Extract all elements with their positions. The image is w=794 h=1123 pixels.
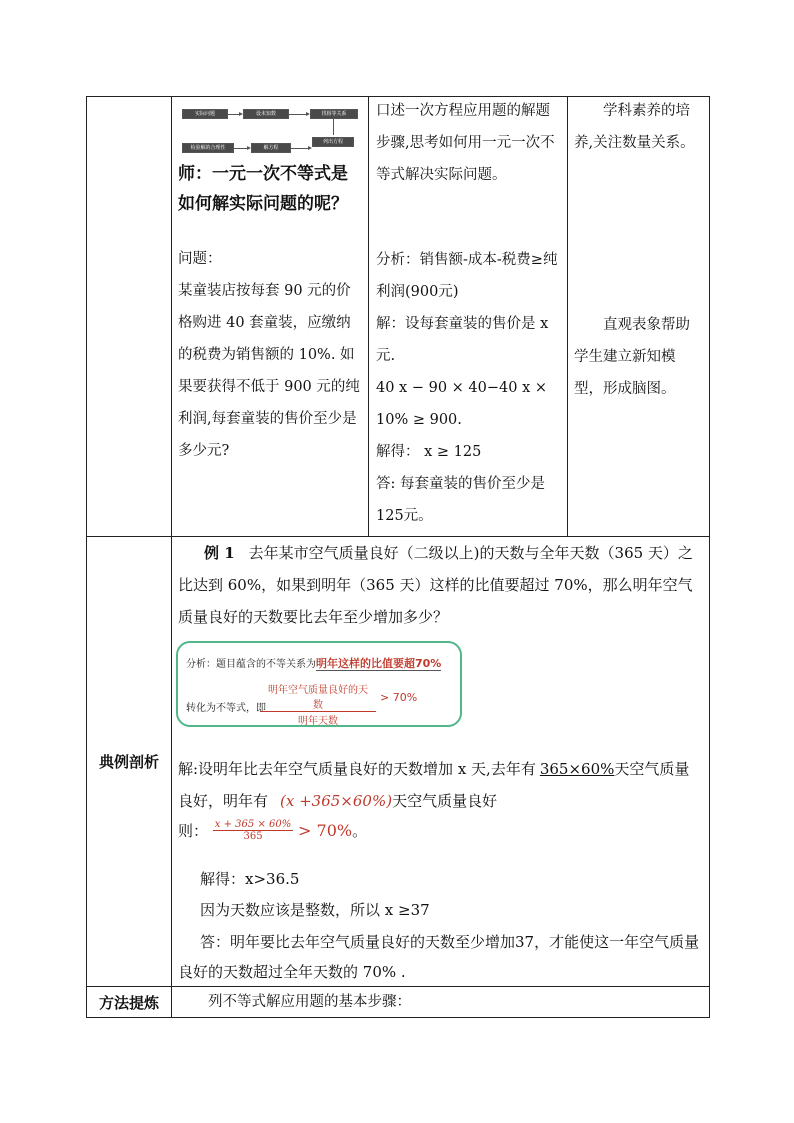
flowchart [178, 97, 362, 157]
example-text: 去年某市空气质量良好（二级以上)的天数与全年天数（365 天）之比达到 60%，如果到明年（365 天）这样的比值要超过 70%，那么明年空气质量良好的天数要比去年至少增加多少？ [178, 544, 693, 626]
flow-arrow-3 [333, 119, 334, 135]
solution-1e: 天空气质量良好 [392, 792, 498, 810]
method-text: 列不等式解应用题的基本步骤： [208, 994, 411, 1010]
final-answer: 答：明年要比去年空气质量良好的天数至少增加37，才能使这一年空气质量良好的天数超过全年天数的 70% . [178, 933, 700, 981]
student-cell [369, 97, 568, 537]
solution-1a: 解:设明年比去年空气质量良好的天数增加 x 天,去年有 [178, 760, 536, 778]
method-cell [172, 987, 710, 1018]
row-method [87, 987, 710, 1018]
integer-line: 因为天数应该是整数，所以 x ≥37 [200, 901, 430, 919]
solution-line [178, 753, 703, 817]
intent-1: 学科素养的培养,关注数量关系。 [574, 103, 695, 151]
problem-text: 某童装店按每套 90 元的价格购进 40 套童装，应缴纳的税费为销售额的 10%. 如果要获得不低于 900 元的纯利润,每套童装的售价至少是多少元? [178, 283, 360, 459]
solve-set: 解：设每套童装的售价是 x 元. [376, 316, 549, 364]
example-title: 例 1 [204, 544, 235, 562]
example-cell [172, 537, 710, 987]
flow-arrow-2 [289, 114, 307, 115]
convert-prefix: 转化为不等式，即 [186, 703, 266, 714]
flow-arrow-5 [291, 148, 309, 149]
solution-1d: (x +365×60%) [280, 792, 393, 810]
example-statement [178, 537, 703, 633]
analysis-line [186, 655, 441, 671]
result: 解得： x ≥ 125 [376, 444, 482, 460]
then-line [178, 819, 367, 842]
fraction-numerator: 明年空气质量良好的天数 [260, 681, 376, 712]
then-denominator: 365 [243, 831, 263, 842]
student-activity: 口述一次方程应用题的解题步骤,思考如何用一元一次不等式解决实际问题。 [376, 103, 555, 183]
flow-box-3: 找相等关系 [310, 109, 358, 119]
inequality: 40 x − 90 × 40−40 x × 10% ≥ 900. [376, 380, 548, 428]
flow-arrow-4 [234, 148, 248, 149]
teacher-cell [172, 97, 369, 537]
then-fraction [213, 819, 293, 842]
row-problem [87, 97, 710, 537]
example-label: 典例剖析 [87, 537, 172, 987]
flow-box-6: 列出方程 [312, 137, 354, 147]
flow-box-1: 实际问题 [182, 109, 228, 119]
problem-label: 问题： [178, 251, 222, 267]
solved-line: 解得：x>36.5 [200, 870, 300, 888]
lesson-table [86, 96, 710, 1018]
fraction-denominator: 明年天数 [298, 716, 338, 727]
flow-box-2: 设未知数 [243, 109, 289, 119]
row-example [87, 537, 710, 987]
intent-2: 直观表象帮助学生建立新知模型，形成脑图。 [574, 317, 690, 397]
method-label: 方法提炼 [87, 987, 172, 1018]
row1-label-cell [87, 97, 172, 537]
then-suffix: 。 [352, 822, 368, 840]
analysis-text: 分析：销售额-成本-税费≥纯利润(900元) [376, 252, 558, 300]
flow-box-4: 检验解的合理性 [182, 143, 234, 153]
solution-1b: 365×60% [539, 760, 615, 778]
flow-arrow-1 [228, 114, 240, 115]
flow-box-5: 解方程 [251, 143, 291, 153]
analysis-red: 明年这样的比值要超70% [316, 657, 442, 670]
fraction-gt: > 70% [380, 691, 418, 704]
intent-cell [568, 97, 710, 537]
then-numerator: x + 365 × 60% [214, 819, 292, 830]
analysis-prefix: 分析：题目蕴含的不等关系为 [186, 659, 316, 670]
teacher-question: 师：一元一次不等式是如何解实际问题的呢？ [178, 164, 348, 214]
analysis-box [176, 641, 462, 727]
then-prefix: 则： [178, 822, 209, 840]
solution-1c: 天空气质量良好，明年有 [178, 760, 690, 810]
then-gt: > 70% [298, 821, 353, 840]
answer: 答: 每套童装的售价至少是125元。 [376, 476, 545, 524]
example-block [172, 537, 709, 986]
analysis-fraction [260, 681, 376, 727]
